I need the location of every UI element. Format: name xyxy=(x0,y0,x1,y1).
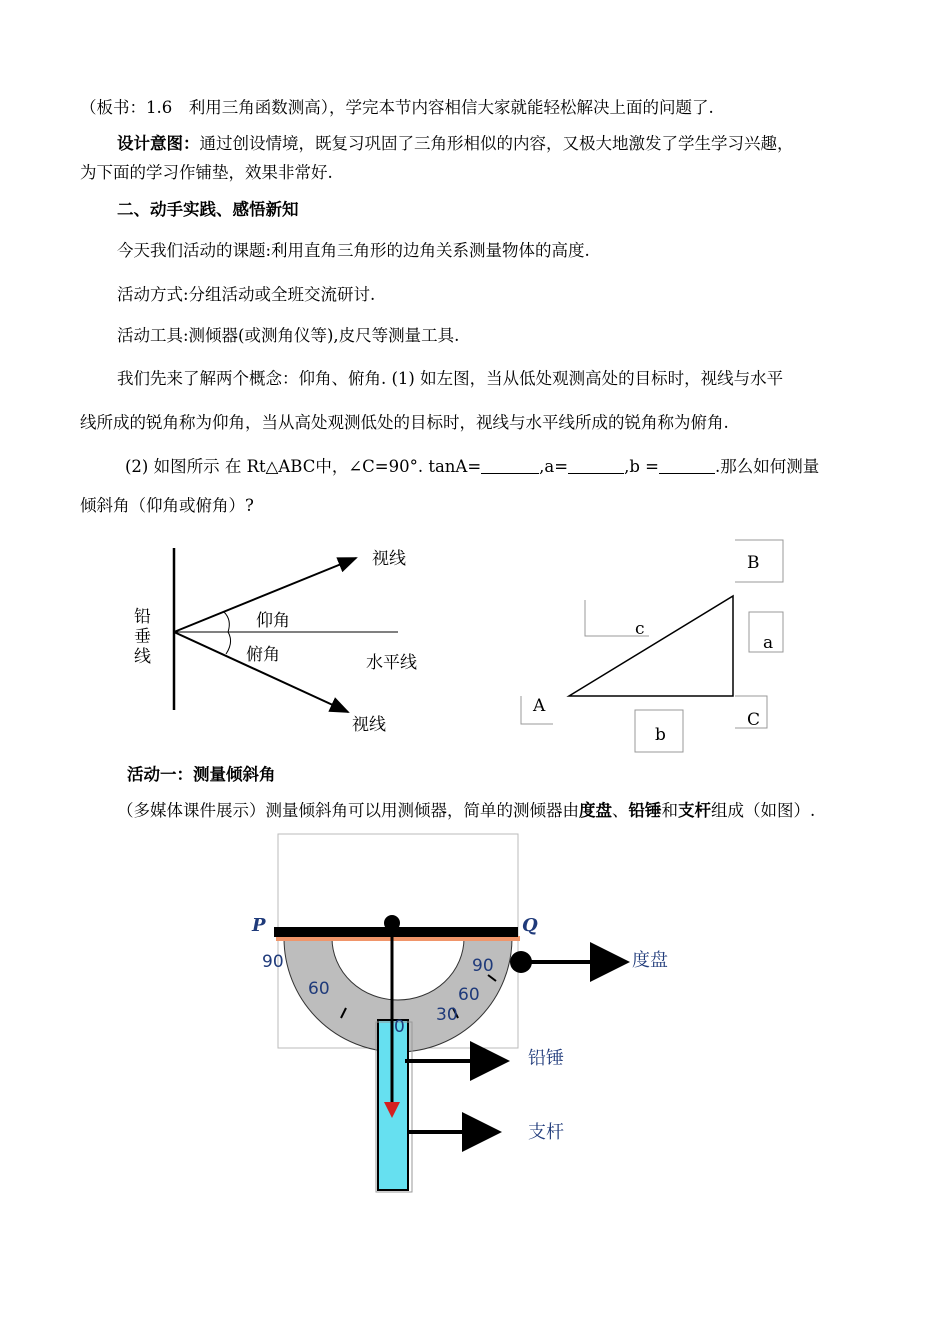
label-plumb: 铅锤 xyxy=(528,1048,564,1069)
paragraph-concepts-line2: 线所成的锐角称为仰角，当从高处观测低处的目标时，视线与水平线所成的锐角称为俯角. xyxy=(80,413,729,432)
sight-line-down xyxy=(174,632,348,712)
label-Q: Q xyxy=(522,915,538,936)
label-rod: 支杆 xyxy=(528,1122,564,1143)
dial-num-0: 0 xyxy=(394,1017,405,1037)
vertical-label-1: 铅 xyxy=(134,607,151,627)
sight-up-label: 视线 xyxy=(372,549,406,569)
side-c: c xyxy=(635,619,645,639)
paragraph-tools: 活动工具:测倾器(或测角仪等),皮尺等测量工具. xyxy=(117,326,460,345)
triangle-figure xyxy=(515,530,795,760)
paragraph-concepts-line1: 我们先来了解两个概念：仰角、俯角. (1) 如左图，当从低处观测高处的目标时，视线与水平 xyxy=(117,369,784,388)
paragraph-topic: 今天我们活动的课题:利用直角三角形的边角关系测量物体的高度. xyxy=(117,241,590,260)
vertex-B: B xyxy=(747,553,760,573)
sight-down-label: 视线 xyxy=(352,715,386,735)
side-a: a xyxy=(763,633,774,653)
activity-heading: 活动一：测量倾斜角 xyxy=(127,765,276,784)
question-part-d: .那么如何测量 xyxy=(714,457,820,476)
depression-label: 俯角 xyxy=(246,645,280,665)
vertex-A: A xyxy=(533,696,546,716)
dial-num-30: 30 xyxy=(436,1005,458,1025)
vertical-label-2: 垂 xyxy=(134,627,151,647)
label-P: P xyxy=(252,915,266,936)
inclinometer-figure xyxy=(240,830,700,1200)
section-heading: 二、动手实践、感悟新知 xyxy=(117,200,299,219)
term-plumb: 铅锤 xyxy=(628,801,662,820)
vertical-label-3: 线 xyxy=(134,647,151,667)
blank-tanA[interactable] xyxy=(481,455,539,474)
elevation-label: 仰角 xyxy=(256,611,290,631)
question-part-c: ,b = xyxy=(624,457,659,476)
paragraph-question-line1 xyxy=(125,455,819,478)
label-dial: 度盘 xyxy=(632,950,668,971)
dial-num-left-90: 90 xyxy=(262,952,284,972)
blank-b[interactable] xyxy=(659,455,715,474)
design-intent-text: 通过创设情境，既复习巩固了三角形相似的内容，又极大地激发了学生学习兴趣， xyxy=(199,134,794,153)
term-dial: 度盘 xyxy=(579,801,612,820)
paragraph-question-line2: 倾斜角（仰角或俯角）? xyxy=(80,496,254,515)
depression-arc xyxy=(226,632,231,654)
paragraph-mode: 活动方式:分组活动或全班交流研讨. xyxy=(117,285,376,304)
side-b: b xyxy=(655,725,666,745)
blank-a[interactable] xyxy=(568,455,624,474)
question-part-a: (2) 如图所示 在 Rt△ABC中，∠C=90°. tanA= xyxy=(125,457,482,476)
term-rod: 支杆 xyxy=(678,801,711,820)
angle-figure xyxy=(120,540,440,750)
paragraph-board-note: （板书：1.6 利用三角函数测高），学完本节内容相信大家就能轻松解决上面的问题了. xyxy=(80,98,714,117)
vertex-C: C xyxy=(747,710,761,730)
paragraph-design-intent-line1 xyxy=(117,133,794,155)
paragraph-design-intent-line2: 为下面的学习作铺垫，效果非常好. xyxy=(80,163,333,182)
horizontal-label: 水平线 xyxy=(366,653,417,673)
design-intent-label: 设计意图： xyxy=(117,134,200,153)
paragraph-inclinometer: （多媒体课件展示）测量倾斜角可以用测倾器，简单的测倾器由度盘、铅锤和支杆组成（如图）. xyxy=(117,801,816,820)
dial-num-left-60: 60 xyxy=(308,979,330,999)
question-part-b: ,a= xyxy=(539,457,569,476)
dial-num-right-60: 60 xyxy=(458,985,480,1005)
triangle-ABC xyxy=(569,596,733,696)
elevation-arc xyxy=(224,612,229,632)
dial-num-right-90: 90 xyxy=(472,956,494,976)
